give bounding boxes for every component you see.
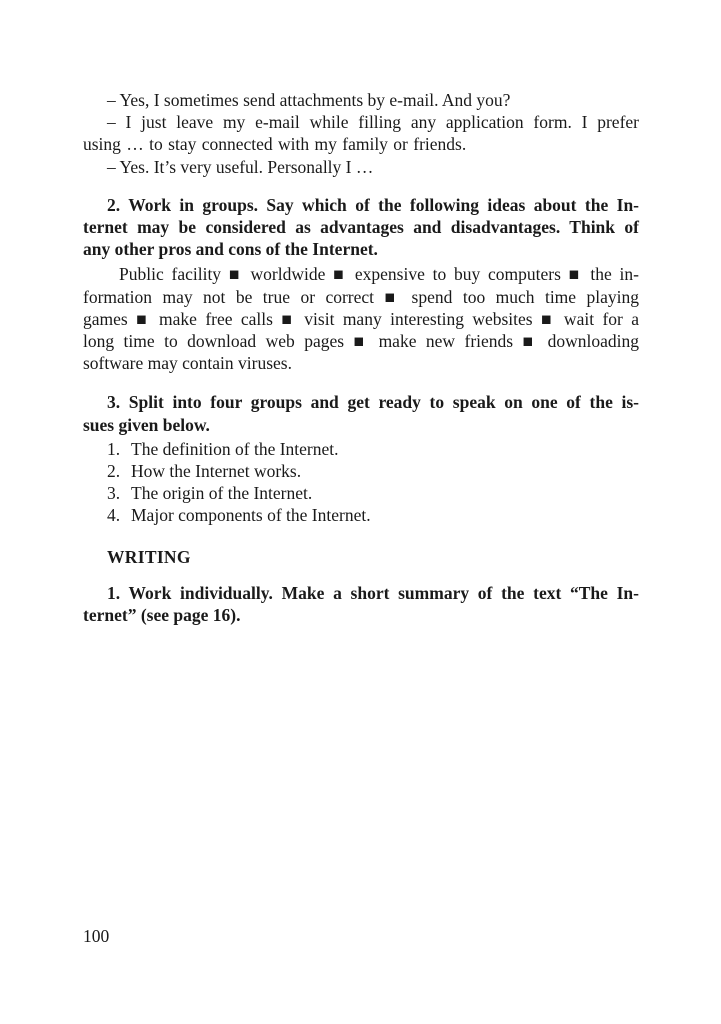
dialogue-line-2a: – I just leave my e-mail while filling any application form. I prefer — [107, 112, 639, 133]
task-2-heading-line-1: 2. Work in groups. Say which of the following ideas about the In- — [107, 194, 639, 215]
task-2-heading — [83, 194, 639, 261]
dialogue-line-2b: using … to stay connected with my family or friends. — [83, 134, 467, 155]
task-3-heading-line-1: 3. Split into four groups and get ready to speak on one of the is- — [107, 392, 639, 413]
task-2-heading-line-3: any other pros and cons of the Internet. — [83, 239, 378, 260]
ideas-line-2: formation may not be true or correct ■ spend too much time playing — [83, 286, 639, 307]
ideas-line-4: long time to download web pages ■ make new friends ■ downloading — [83, 331, 639, 352]
writing-section-title: WRITING — [107, 546, 191, 567]
ideas-line-5: software may contain viruses. — [83, 353, 292, 374]
list-item: 4. Major components of the Internet. — [107, 505, 371, 526]
page-content — [83, 89, 639, 626]
task-3-heading — [83, 391, 639, 435]
list-item: 3. The origin of the Internet. — [107, 483, 313, 504]
list-item: 2. How the Internet works. — [107, 461, 302, 482]
dialogue-line-3: – Yes. It’s very useful. Personally I … — [107, 156, 374, 177]
writing-task-1-line-1: 1. Work individually. Make a short summary of the text “The In- — [107, 582, 639, 603]
ideas-word-list — [83, 263, 639, 374]
dialogue-line-1: – Yes, I sometimes send attachments by e-mail. And you? — [107, 90, 511, 110]
writing-task-1-line-2: ternet” (see page 16). — [83, 605, 241, 626]
task-3-heading-line-2: sues given below. — [83, 414, 210, 435]
list-item: 1. The definition of the Internet. — [107, 438, 339, 459]
page-number: 100 — [83, 926, 110, 946]
ideas-line-3: games ■ make free calls ■ visit many interesting websites ■ wait for a — [83, 308, 639, 329]
ideas-line-1: Public facility ■ worldwide ■ expensive to buy computers ■ the in- — [119, 264, 639, 285]
issues-list — [83, 438, 639, 527]
writing-task-1 — [83, 582, 639, 626]
task-2-heading-line-2: ternet may be considered as advantages and disadvantages. Think of — [83, 217, 639, 238]
dialogue — [83, 89, 639, 178]
